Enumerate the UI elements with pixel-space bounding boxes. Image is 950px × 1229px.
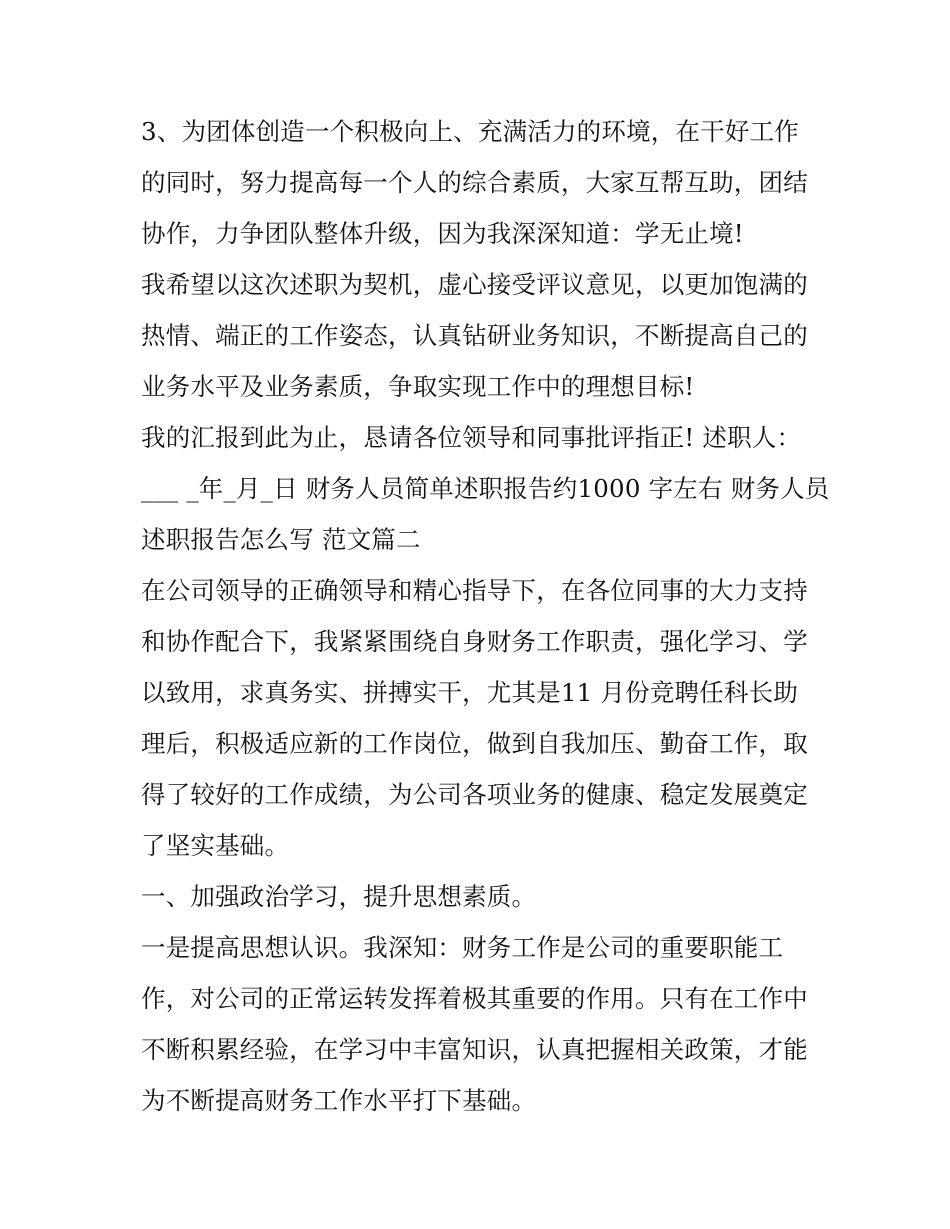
text-line: 的同时，努力提高每一个人的综合素质，大家互帮互助，团结 [141, 168, 808, 197]
text-line: 了坚实基础。 [141, 831, 290, 860]
text-line: ___ _年_月_日 财务人员简单述职报告约1000 字左右 财务人员 [141, 474, 830, 503]
text-line: 得了较好的工作成绩，为公司各项业务的健康、稳定发展奠定 [141, 780, 808, 809]
text-line: 理后，积极适应新的工作岗位，做到自我加压、勤奋工作，取 [141, 729, 808, 758]
text-line: 为不断提高财务工作水平打下基础。 [141, 1086, 537, 1115]
text-line: 以致用，求真务实、拼搏实干，尤其是11 月份竞聘任科长助 [141, 678, 799, 707]
text-line: 不断积累经验，在学习中丰富知识，认真把握相关政策，才能 [141, 1035, 808, 1064]
text-line: 我的汇报到此为止，恳请各位领导和同事批评指正! 述职人： [141, 423, 802, 452]
text-line: 热情、端正的工作姿态，认真钻研业务知识，不断提高自己的 [141, 321, 808, 350]
text-line: 3、为团体创造一个积极向上、充满活力的环境，在干好工作 [141, 117, 799, 146]
text-line: 述职报告怎么写 范文篇二 [141, 525, 421, 554]
text-line: 我希望以这次述职为契机，虚心接受评议意见，以更加饱满的 [141, 270, 808, 299]
text-line: 协作，力争团队整体升级，因为我深深知道：学无止境! [141, 219, 744, 248]
text-line: 和协作配合下，我紧紧围绕自身财务工作职责，强化学习、学 [141, 627, 808, 656]
text-line: 作，对公司的正常运转发挥着极其重要的作用。只有在工作中 [141, 984, 808, 1013]
text-line: 在公司领导的正确领导和精心指导下，在各位同事的大力支持 [141, 576, 808, 605]
text-line: 一是提高思想认识。我深知：财务工作是公司的重要职能工 [141, 933, 784, 962]
document-body [141, 106, 830, 1126]
text-line: 一、加强政治学习，提升思想素质。 [141, 882, 537, 911]
text-line: 业务水平及业务素质，争取实现工作中的理想目标! [141, 372, 695, 401]
